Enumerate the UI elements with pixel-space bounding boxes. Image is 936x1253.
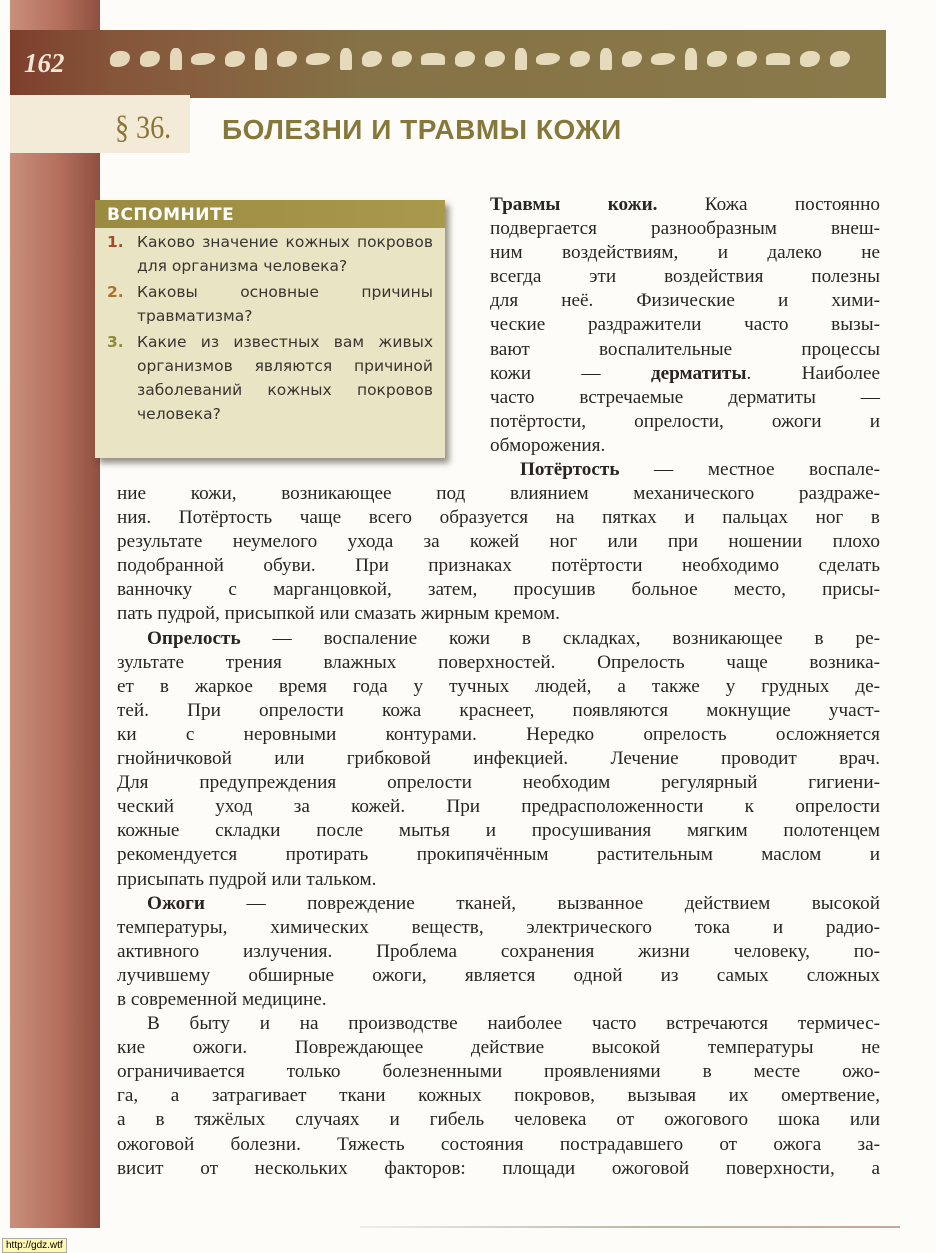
text-run: В быту и на производстве наиболее часто встречаются термичес- — [147, 1013, 880, 1035]
text-line — [117, 554, 880, 578]
text-line — [490, 386, 880, 410]
text-run: ванночку с марганцовкой, затем, просушив больное место, присы- — [117, 579, 880, 601]
text-line — [117, 1060, 880, 1084]
animal-silhouette-icon — [306, 53, 330, 65]
question-number: 1. — [107, 233, 124, 251]
text-line — [117, 1036, 880, 1060]
text-line — [490, 410, 880, 434]
text-run: кожи — — [490, 362, 651, 384]
animal-silhouette-icon — [170, 48, 182, 70]
animal-silhouette-icon — [766, 53, 790, 65]
text-line — [117, 843, 880, 867]
text-run: обморожения. — [490, 434, 606, 456]
animal-silhouette-icon — [485, 51, 505, 67]
text-line — [117, 1084, 880, 1108]
text-line — [117, 602, 880, 626]
question-number: 2. — [107, 283, 124, 301]
recall-box — [95, 200, 445, 458]
text-run: а в тяжёлых случаях и гибель человека от ожогового шока или — [117, 1109, 880, 1131]
section-number: § 36. — [115, 110, 172, 146]
text-line — [117, 940, 880, 964]
text-line — [117, 771, 880, 795]
text-line — [117, 1108, 880, 1132]
animal-silhouette-icon — [225, 51, 245, 67]
animal-silhouette-icon — [800, 51, 820, 67]
animal-silhouette-icon — [255, 48, 267, 70]
text-line — [490, 289, 880, 313]
animal-silhouette-icon — [515, 48, 527, 70]
animal-silhouette-icon — [421, 53, 445, 65]
text-line — [117, 482, 880, 506]
text-run: Кожа постоянно — [657, 194, 880, 215]
text-line — [117, 1012, 880, 1036]
animal-silhouette-icon — [140, 51, 160, 67]
text-line — [490, 338, 880, 362]
left-margin-strip — [10, 0, 100, 1228]
bold-term: Ожоги — [147, 892, 205, 914]
text-run: гнойничковой или грибковой инфекцией. Лечение проводит врач. — [117, 748, 880, 770]
question-number: 3. — [107, 333, 124, 351]
text-run: ожоговой болезни. Тяжесть состояния пострадавшего от ожога за- — [117, 1133, 880, 1155]
recall-question — [95, 330, 445, 426]
text-run: ние кожи, возникающее под влиянием механического раздраже- — [117, 483, 880, 504]
watermark-link[interactable]: http://gdz.wtf — [2, 1238, 67, 1253]
text-line — [117, 627, 880, 651]
animal-silhouette-icon — [536, 53, 560, 65]
text-run: в современной медицине. — [117, 988, 327, 1010]
page-title: БОЛЕЗНИ И ТРАВМЫ КОЖИ — [222, 114, 622, 145]
text-run: висит от нескольких факторов: площади ожоговой поверхности, а — [117, 1157, 880, 1179]
page-number: 162 — [24, 48, 65, 78]
animal-silhouette-icon — [707, 51, 727, 67]
text-line — [117, 651, 880, 675]
recall-question — [95, 230, 445, 278]
text-line — [117, 988, 880, 1012]
text-run: подвергается разнообразным внеш- — [490, 218, 880, 240]
text-run: результате неумелого ухода за кожей ног или при ношении плохо — [117, 531, 880, 553]
question-text: Каковы основные причины травматизма? — [137, 283, 433, 325]
animal-silhouette-icon — [651, 53, 675, 65]
text-run: вают воспалительные процессы — [490, 338, 880, 360]
text-line — [117, 795, 880, 819]
animal-silhouette-icon — [830, 51, 850, 67]
text-run: потёртости, опрелости, ожоги и — [490, 410, 880, 432]
animal-silhouette-icon — [340, 48, 352, 70]
bold-term: Травмы кожи. — [490, 194, 658, 215]
text-line — [117, 747, 880, 771]
recall-heading: ВСПОМНИТЕ — [95, 200, 445, 228]
text-line — [117, 578, 880, 602]
text-run: ки с неровными контурами. Нередко опрелость осложняется — [117, 723, 880, 745]
text-run: ограничивается только болезненными проявлениями в месте ожо- — [117, 1061, 880, 1083]
animal-silhouettes-ornament — [110, 44, 850, 74]
text-line — [117, 819, 880, 843]
text-run: ческий уход за кожей. При предрасположенности к опрелости — [117, 796, 880, 818]
animal-silhouette-icon — [392, 51, 412, 67]
text-line — [117, 723, 880, 747]
text-run: тей. При опрелости кожа краснеет, появляются мокнущие участ- — [117, 699, 880, 721]
text-line — [117, 1157, 880, 1181]
bold-term: Потёртость — [520, 459, 620, 481]
animal-silhouette-icon — [362, 51, 382, 67]
text-run: пать пудрой, присыпкой или смазать жирным кремом. — [117, 603, 560, 625]
bottom-rule — [360, 1226, 900, 1228]
text-line — [117, 964, 880, 988]
text-line — [117, 699, 880, 723]
text-line — [117, 506, 880, 530]
main-text — [117, 482, 880, 1181]
animal-silhouette-icon — [277, 51, 297, 67]
text-line — [490, 362, 880, 386]
bold-term: дерматиты — [650, 362, 747, 384]
text-line — [117, 1133, 880, 1157]
text-run: кие ожоги. Повреждающее действие высокой температуры не — [117, 1037, 880, 1059]
text-run: присыпать пудрой или тальком. — [117, 868, 377, 890]
right-column-text — [490, 193, 880, 482]
text-run: га, а затрагивает ткани кожных покровов, вызывая их омертвение, — [117, 1085, 880, 1107]
text-line — [117, 916, 880, 940]
question-text: Какие из известных вам живых организмов являются причиной заболеваний кожных покровов человека? — [137, 333, 433, 423]
text-run: подобранной обуви. При признаках потёртости необходимо сделать — [117, 555, 880, 577]
text-line — [490, 434, 880, 458]
text-run: для неё. Физические и хими- — [490, 290, 880, 312]
text-run: часто встречаемые дерматиты — — [490, 386, 880, 408]
animal-silhouette-icon — [622, 51, 642, 67]
text-line — [490, 193, 880, 217]
question-text: Каково значение кожных покровов для организма человека? — [137, 233, 433, 275]
text-line — [117, 530, 880, 554]
text-run: рекомендуется протирать прокипячённым растительным маслом и — [117, 844, 880, 866]
recall-questions — [95, 230, 445, 426]
animal-silhouette-icon — [737, 51, 757, 67]
text-run: активного излучения. Проблема сохранения жизни человеку, по- — [117, 940, 880, 962]
text-run: ческие раздражители часто вызы- — [490, 314, 880, 336]
text-run: всегда эти воздействия полезны — [490, 266, 880, 288]
animal-silhouette-icon — [110, 51, 130, 67]
animal-silhouette-icon — [191, 53, 215, 65]
text-run: — повреждение тканей, вызванное действием высокой — [204, 892, 880, 914]
text-run: Для предупреждения опрелости необходим регулярный гигиени- — [117, 772, 880, 794]
text-line — [490, 265, 880, 289]
text-run: — местное воспале- — [619, 459, 880, 481]
animal-silhouette-icon — [685, 48, 697, 70]
animal-silhouette-icon — [570, 51, 590, 67]
text-line — [490, 313, 880, 337]
text-run: температуры, химических веществ, электрического тока и радио- — [117, 916, 880, 938]
animal-silhouette-icon — [455, 51, 475, 67]
text-run: лучившему обширные ожоги, является одной из самых сложных — [117, 964, 880, 986]
text-run: — воспаление кожи в складках, возникающее в ре- — [240, 627, 880, 649]
text-line — [490, 241, 880, 265]
text-line — [490, 217, 880, 241]
text-line — [117, 868, 880, 892]
text-line — [490, 458, 880, 482]
text-line — [117, 892, 880, 916]
recall-question — [95, 280, 445, 328]
text-run: ет в жаркое время года у тучных людей, а также у грудных де- — [117, 675, 880, 697]
text-run: кожные складки после мытья и просушивания мягким полотенцем — [117, 820, 880, 842]
text-run: ним воздействиям, и далеко не — [490, 242, 880, 264]
animal-silhouette-icon — [600, 48, 612, 70]
text-line — [117, 675, 880, 699]
text-run: ния. Потёртость чаще всего образуется на пятках и пальцах ног в — [117, 507, 880, 529]
text-run: . Наиболее — [746, 362, 880, 384]
bold-term: Опрелость — [147, 627, 241, 649]
text-run: зультате трения влажных поверхностей. Опрелость чаще возника- — [117, 651, 880, 673]
